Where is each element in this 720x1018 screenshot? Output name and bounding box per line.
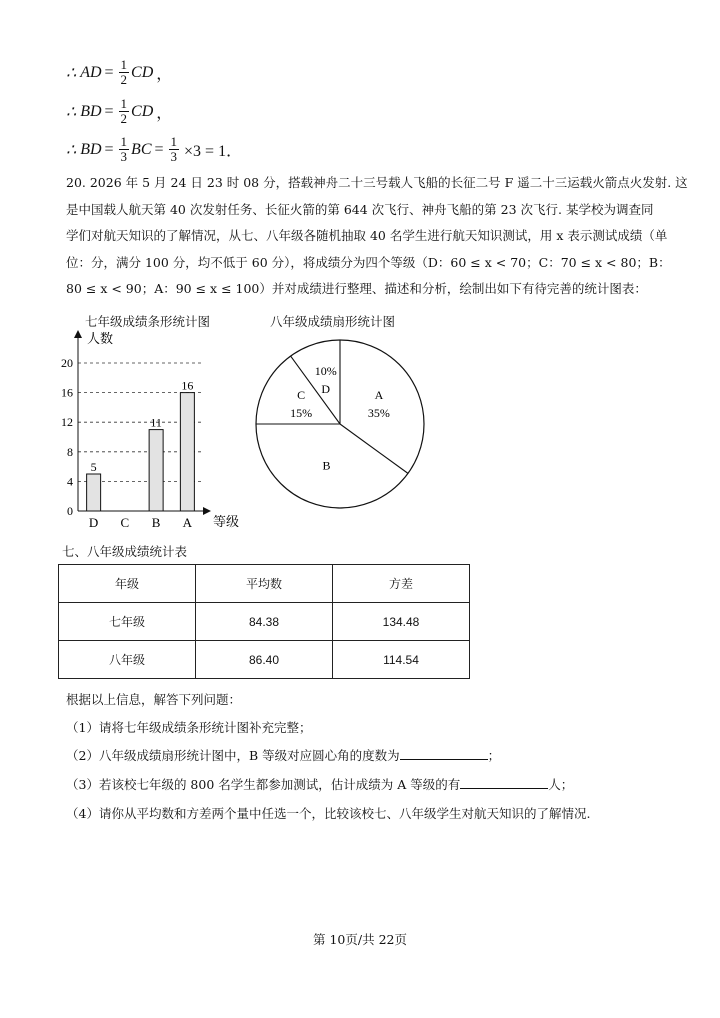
pie-slice-label: D [321,382,331,397]
proof-line-2: ∴ BD = $\frac{1}{2}$ CD ， [66,96,173,126]
x-tick-label: C [120,515,130,530]
y-tick-label: 20 [61,356,73,370]
y-axis-label: 人数 [87,331,114,346]
y-tick-label: 0 [67,504,73,518]
proof-line-1: ∴ AD = $\frac{1}{2}$ CD ， [66,57,173,87]
x-tick-label: A [182,515,193,530]
fraction: $\frac{1}{2}$ [120,96,128,126]
x-tick-label: B [151,515,161,530]
table-cell: 114.54 [333,641,470,679]
therefore-symbol: ∴ [66,141,77,159]
bar [180,393,194,511]
fraction: $\frac{1}{3}$ [120,134,128,164]
page-footer: 第 10页/共 22页 [313,932,407,947]
question-1: （1）请将七年级成绩条形统计图补充完整； [66,720,312,735]
table-cell: 134.48 [333,603,470,641]
answer-blank[interactable] [400,747,488,760]
problem-line: 80 ≤ x < 90；A：90 ≤ x ≤ 100）并对成绩进行整理、描述和分析，绘制出如下有待完善的统计图表： [66,281,647,296]
stats-table [58,564,470,679]
table-cell: 86.40 [196,641,333,679]
table-row [59,641,470,679]
proof-line-3: ∴ BD = $\frac{1}{3}$ BC = $\frac{1}{3}$ ×3 = 1． [66,134,243,164]
table-header-cell: 平均数 [196,565,333,603]
pie-slice-label: C [297,388,306,403]
pie-slice-percent: 10% [314,364,337,379]
x-axis-label: 等级 [213,514,240,529]
table-title: 七、八年级成绩统计表 [62,544,188,559]
pie-slice-boundary [340,424,408,473]
pie-slice-percent: 15% [290,406,313,421]
problem-line: 学们对航天知识的了解情况，从七、八年级各随机抽取 40 名学生进行航天知识测试，用 x 表示测试成绩（单 [66,228,668,243]
table-cell: 七年级 [59,603,196,641]
question-3: （3）若该校七年级的 800 名学生都参加测试，估计成绩为 A 等级的有 人； [66,777,574,792]
table-row [59,603,470,641]
problem-statement [66,170,688,303]
pie-chart-title: 八年级成绩扇形统计图 [270,314,396,329]
intro-text: 根据以上信息，解答下列问题： [66,692,242,707]
y-tick-label: 8 [67,444,73,459]
problem-line: 是中国载人航天第 40 次发射任务、长征火箭的第 644 次飞行、神舟飞船的第 23 次飞行. 某学校为调查同 [66,201,654,217]
fraction: $\frac{1}{2}$ [120,57,128,87]
bar-data-label: 5 [90,460,97,474]
bar [87,474,101,511]
table-cell: 八年级 [59,641,196,679]
pie-slice-percent: 35% [367,406,390,421]
question-4: （4）请你从平均数和方差两个量中任选一个，比较该校七、八年级学生对航天知识的了解情况. [66,806,591,821]
bar-chart [55,328,255,533]
y-tick-label: 12 [61,415,73,430]
table-header-cell: 方差 [333,565,470,603]
therefore-symbol: ∴ [66,64,77,82]
therefore-symbol: ∴ [66,103,77,121]
bar-data-label: 16 [181,378,194,393]
fraction: $\frac{1}{3}$ [170,134,178,164]
x-tick-label: D [88,515,99,530]
question-2: （2）八年级成绩扇形统计图中，B 等级对应圆心角的度数为 ； [66,748,501,763]
pie-chart [254,338,426,510]
bar-data-label: 11 [150,415,162,430]
pie-slice-label: B [322,458,331,473]
y-tick-label: 4 [67,474,73,489]
problem-line: 位：分，满分 100 分，均不低于 60 分），将成绩分为四个等级（D：60 ≤ x < 70；C：70 ≤ x < 80；B： [66,254,671,270]
answer-blank[interactable] [460,776,548,789]
table-cell: 84.38 [196,603,333,641]
bar-chart-title: 七年级成绩条形统计图 [85,314,211,329]
problem-line: 20. 2026 年 5 月 24 日 23 时 08 分，搭载神舟二十三号载人飞船的长征二号 F 遥二十三运载火箭点火发射. 这 [66,175,688,190]
table-header-cell: 年级 [59,565,196,603]
pie-slice-label: A [374,388,384,403]
bar [149,430,163,511]
table-header-row [59,565,470,603]
y-tick-label: 16 [61,385,73,400]
